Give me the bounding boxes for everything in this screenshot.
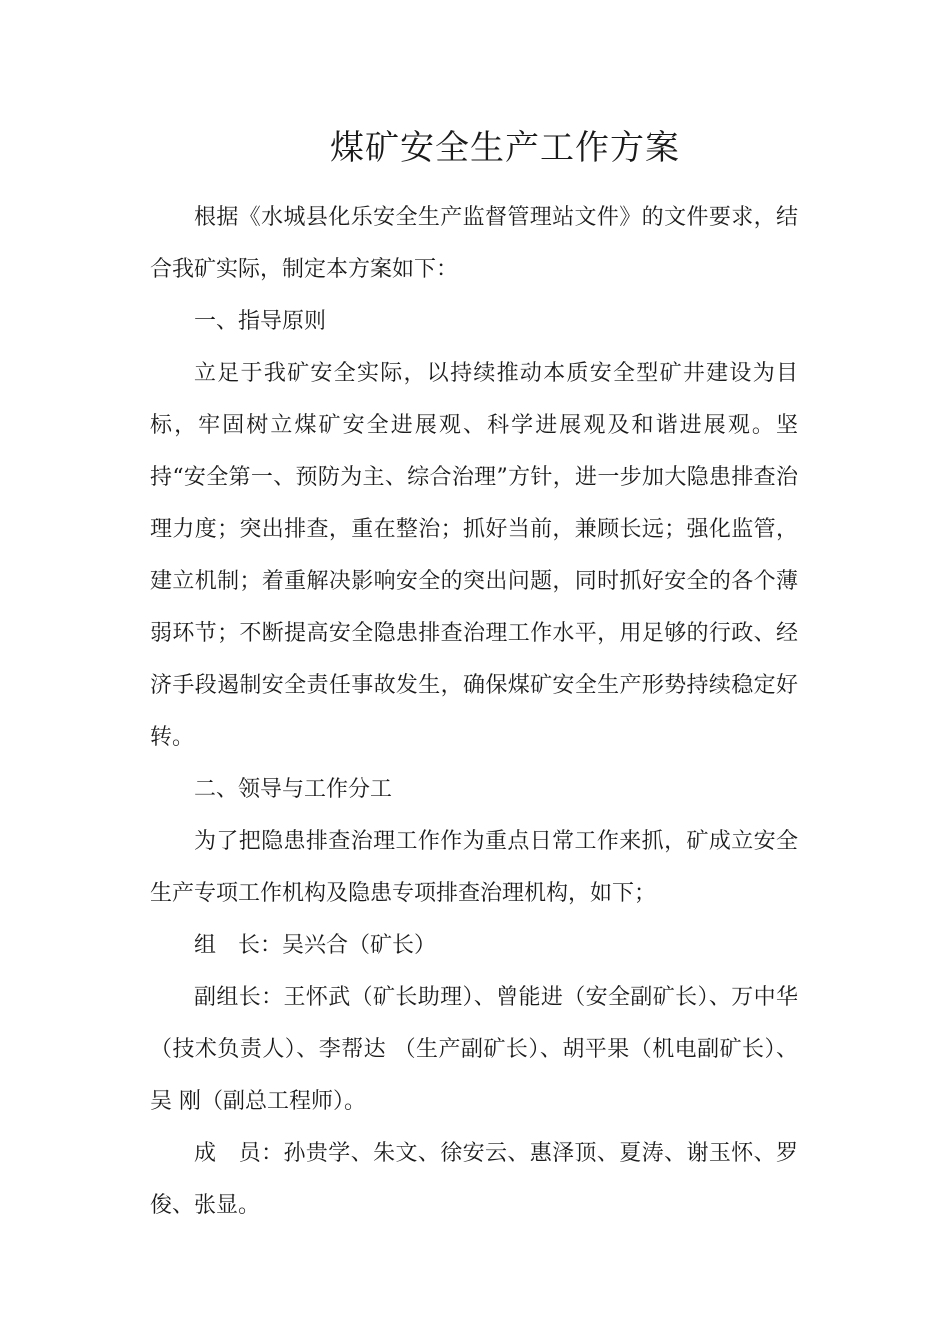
paragraph-intro: 根据《水城县化乐安全生产监督管理站文件》的文件要求，结合我矿实际，制定本方案如下： [150,205,798,282]
paragraph-guiding-principles: 立足于我矿安全实际，以持续推动本质安全型矿井建设为目标，牢固树立煤矿安全进展观、科学进展观及和谐进展观。坚持“安全第一、预防为主、综合治理”方针，进一步加大隐患排查治理力度；突出排查，重在整治；抓好当前，兼顾长远；强化监管，建立机制；着重解决影响安全的突出问题，同时抓好安全的各个薄弱环节；不断提高安全隐患排查治理工作水平，用足够的行政、经济手段遏制安全责任事故发生，确保煤矿安全生产形势持续稳定好转。 [150,361,798,750]
deputy-leaders-line: 副组长：王怀武（矿长助理）、曾能进（安全副矿长）、万中华（技术负责人）、李帮达 （生产副矿长）、胡平果（机电副矿长）、吴 刚（副总工程师）。 [150,985,798,1114]
paragraph-leadership: 为了把隐患排查治理工作作为重点日常工作来抓，矿成立安全生产专项工作机构及隐患专项排查治理机构，如下； [150,829,798,906]
document-title: 煤矿安全生产工作方案 [330,128,680,168]
section-heading-leadership: 二、领导与工作分工 [194,777,393,802]
section-heading-guiding-principles: 一、指导原则 [194,309,327,334]
team-leader-line: 组 长：吴兴合（矿长） [194,933,437,958]
document-body [150,192,798,1232]
members-line: 成 员：孙贵学、朱文、徐安云、惠泽顶、夏涛、谢玉怀、罗俊、张显。 [150,1141,798,1218]
